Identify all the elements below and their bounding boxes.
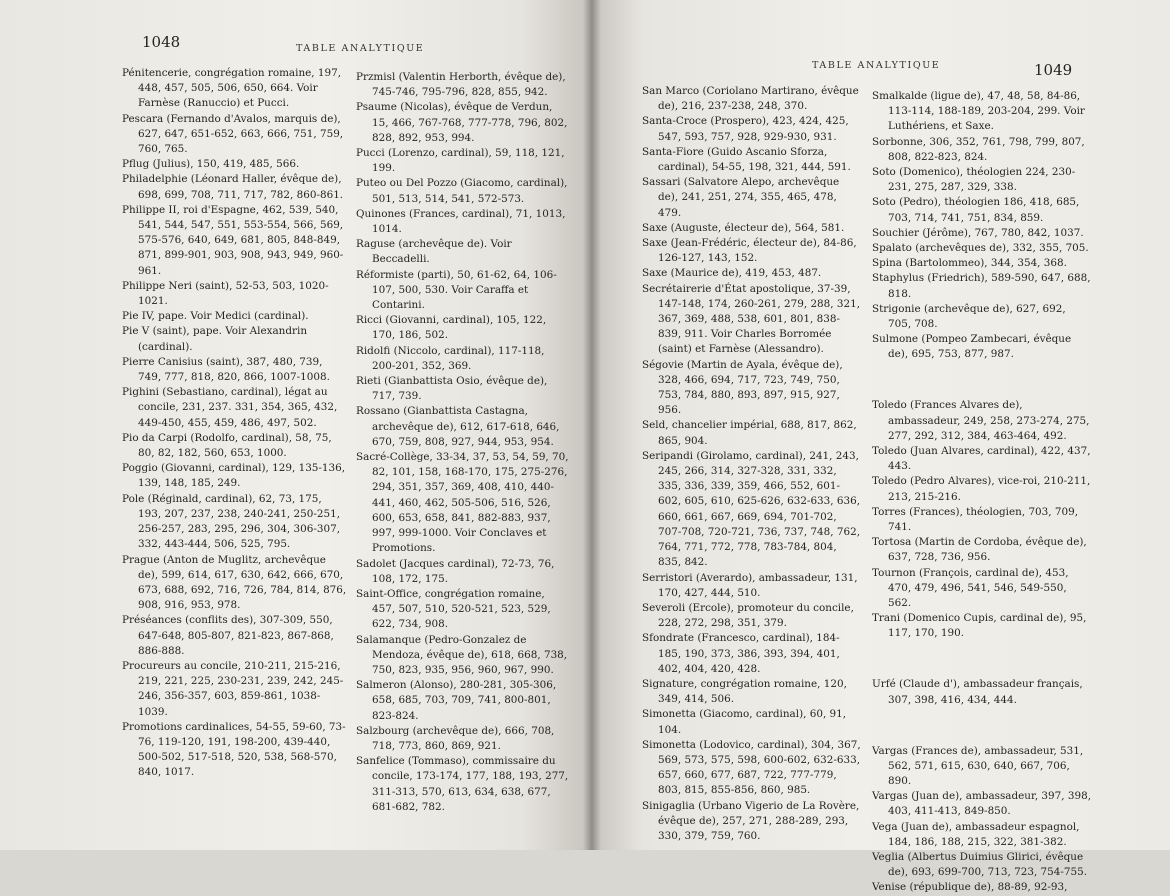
index-entry: Staphylus (Friedrich), 589-590, 647, 688, 818. (872, 272, 1091, 300)
index-entry: Venise (république de), 88-89, 92-93, (872, 881, 1068, 894)
index-entry: Santa-Croce (Prospero), 423, 424, 425, 547, 593, 757, 928, 929-930, 931. (642, 115, 849, 143)
index-entry: Puteo ou Del Pozzo (Giacomo, cardinal), 501, 513, 514, 541, 572-573. (356, 177, 568, 205)
index-entry: Saxe (Maurice de), 419, 453, 487. (642, 267, 822, 280)
index-entry: Sadolet (Jacques cardinal), 72-73, 76, 108, 172, 175. (356, 557, 555, 585)
left-page (0, 0, 592, 850)
index-entry: Souchier (Jérôme), 767, 780, 842, 1037. (872, 226, 1084, 239)
right-page (592, 0, 1170, 894)
index-entry: Raguse (archevêque de). Voir Beccadelli. (356, 238, 512, 266)
index-column-right-1 (642, 84, 862, 844)
index-entry: Ségovie (Martin de Ayala, évêque de), 328, 466, 694, 717, 723, 749, 750, 753, 784, 880, 893, 897, 915, 927, 956. (642, 358, 843, 417)
index-entry: San Marco (Coriolano Martirano, évêque de), 216, 237-238, 248, 370. (642, 85, 859, 113)
index-entry: Seripandi (Girolamo, cardinal), 241, 243, 245, 266, 314, 327-328, 331, 332, 335, 336, 339, 359, 466, 552, 601-602, 605, 610, 625-626, 632-633, 636, 660, 661, 667, 669, 694, 701-702, 707-708, 720-721, 736, 737, 748, 762, 764, 771, 772, 778, 783-784, 804, 835, 842. (642, 449, 861, 569)
index-entry: Procureurs au concile, 210-211, 215-216, 219, 221, 225, 230-231, 239, 242, 245-246, 356-357, 603, 859-861, 1038-1039. (122, 659, 344, 718)
index-entry: Salzbourg (archevêque de), 666, 708, 718, 773, 860, 869, 921. (356, 724, 555, 752)
index-entry: Salamanque (Pedro-Gonzalez de Mendoza, évêque de), 618, 668, 738, 750, 823, 935, 956, 960, 967, 990. (356, 633, 568, 676)
index-entry: Seld, chancelier impérial, 688, 817, 862, 865, 904. (642, 419, 857, 447)
index-entry: Simonetta (Lodovico, cardinal), 304, 367, 569, 573, 575, 598, 600-602, 632-633, 657, 660, 677, 687, 722, 777-779, 803, 815, 855-856, 860, 985. (642, 738, 861, 797)
index-entry: Severoli (Ercole), promoteur du concile, 228, 272, 298, 351, 379. (642, 601, 854, 630)
page-number: 1049 (1034, 61, 1073, 79)
index-entry: Vega (Juan de), ambassadeur espagnol, 184, 186, 188, 215, 322, 381-382. (872, 820, 1080, 848)
index-entry: Spalato (archevêques de), 332, 355, 705. (872, 242, 1089, 255)
index-entry: Pflug (Julius), 150, 419, 485, 566. (122, 158, 300, 171)
index-entry: Rieti (Gianbattista Osio, évêque de), 717, 739. (356, 375, 548, 403)
page-number: 1048 (142, 33, 181, 51)
index-entry: Préséances (conflits des), 307-309, 550, 647-648, 805-807, 821-823, 867-868, 886-888. (122, 614, 334, 657)
index-entry: Saxe (Jean-Frédéric, électeur de), 84-86, 126-127, 143, 152. (642, 237, 857, 265)
index-entry: Promotions cardinalices, 54-55, 59-60, 73-76, 119-120, 191, 198-200, 439-440, 500-502, 517-518, 520, 538, 568-570, 840, 1017. (122, 720, 346, 779)
index-entry: Sassari (Salvatore Alepo, archevêque de), 241, 251, 274, 355, 465, 478, 479. (642, 176, 840, 219)
index-entry: Pescara (Fernando d'Avalos, marquis de), 627, 647, 651-652, 663, 666, 751, 759, 760, 765. (122, 112, 344, 156)
index-entry: Saint-Office, congrégation romaine, 457, 507, 510, 520-521, 523, 529, 622, 734, 908. (356, 587, 551, 631)
index-entry: Toledo (Frances Alvares de), ambassadeur, 249, 258, 273-274, 275, 277, 292, 312, 384, 463-464, 492. (872, 399, 1090, 442)
index-entry: Tournon (François, cardinal de), 453, 470, 479, 496, 541, 546, 549-550, 562. (872, 566, 1069, 610)
index-entry: Pucci (Lorenzo, cardinal), 59, 118, 121, 199. (356, 147, 565, 175)
index-entry: Poggio (Giovanni, cardinal), 129, 135-136, 139, 148, 185, 249. (122, 462, 346, 490)
index-entry: Strigonie (archevêque de), 627, 692, 705, 708. (872, 302, 1066, 331)
index-entry: Sanfelice (Tommaso), commissaire du concile, 173-174, 177, 188, 193, 277, 311-313, 570, 613, 634, 638, 677, 681-682, 782. (356, 755, 569, 813)
index-entry: Spina (Bartolommeo), 344, 354, 368. (872, 257, 1067, 270)
index-entry: Toledo (Juan Alvares, cardinal), 422, 437, 443. (872, 445, 1091, 473)
section-gap (872, 373, 1092, 388)
index-entry: Urfé (Claude d'), ambassadeur français, 307, 398, 416, 434, 444. (872, 678, 1083, 706)
index-entry: Quinones (Frances, cardinal), 71, 1013, 1014. (356, 207, 566, 236)
index-entry: Serristori (Averardo), ambassadeur, 131, 170, 427, 444, 510. (642, 571, 858, 599)
index-entry: Saxe (Auguste, électeur de), 564, 581. (642, 221, 845, 234)
index-entry: Simonetta (Giacomo, cardinal), 60, 91, 104. (642, 708, 847, 736)
index-entry: Pole (Réginald, cardinal), 62, 73, 175, 193, 207, 237, 238, 240-241, 250-251, 256-257, 283, 295, 296, 304, 306-307, 332, 443-444, 506, 525, 795. (122, 492, 341, 551)
index-entry: Pighini (Sebastiano, cardinal), légat au concile, 231, 237. 331, 354, 365, 432, 449-450, 455, 459, 486, 497, 502. (122, 386, 338, 429)
index-entry: Przmisl (Valentin Herborth, évêque de), 745-746, 795-796, 828, 855, 942. (356, 71, 566, 99)
index-entry: Pio da Carpi (Rodolfo, cardinal), 58, 75, 80, 82, 182, 560, 653, 1000. (122, 431, 332, 460)
index-entry: Secrétairerie d'État apostolique, 37-39, 147-148, 174, 260-261, 279, 288, 321, 367, 369, 488, 538, 601, 801, 838-839, 911. Voir Charles Borromée (saint) et Farnèse (Alessandro). (642, 282, 861, 356)
index-entry: Philippe II, roi d'Espagne, 462, 539, 540, 541, 544, 547, 551, 553-554, 566, 569, 575-576, 640, 649, 681, 805, 848-849, 871, 899-901, 903, 908, 943, 949, 960-961. (122, 203, 344, 277)
book-gutter (583, 0, 601, 850)
index-entry: Psaume (Nicolas), évêque de Verdun, 15, 466, 767-768, 777-778, 796, 802, 828, 892, 953, 994. (356, 101, 568, 144)
index-column-right-2 (872, 89, 1092, 896)
index-entry: Ridolfi (Niccolo, cardinal), 117-118, 200-201, 352, 369. (356, 344, 545, 372)
index-entry: Vargas (Frances de), ambassadeur, 531, 562, 571, 615, 630, 640, 667, 706, 890. (872, 744, 1084, 788)
index-entry: Ricci (Giovanni, cardinal), 105, 122, 170, 186, 502. (356, 314, 547, 342)
index-entry: Sfondrate (Francesco, cardinal), 184-185, 190, 373, 386, 393, 394, 401, 402, 404, 420, 428. (642, 632, 840, 675)
running-head: TABLE ANALYTIQUE (812, 60, 941, 71)
index-entry: Trani (Domenico Cupis, cardinal de), 95, 117, 170, 190. (872, 612, 1087, 640)
index-entry: Signature, congrégation romaine, 120, 349, 414, 506. (642, 677, 847, 706)
index-entry: Torres (Frances), théologien, 703, 709, 741. (872, 505, 1079, 534)
index-entry: Soto (Pedro), théologien 186, 418, 685, 703, 714, 741, 751, 834, 859. (872, 196, 1080, 224)
running-head: TABLE ANALYTIQUE (296, 43, 425, 54)
index-entry: Veglia (Albertus Duimius Glirici, évêque de), 693, 699-700, 713, 723, 754-755. (872, 851, 1088, 879)
index-entry: Pierre Canisius (saint), 387, 480, 739, 749, 777, 818, 820, 866, 1007-1008. (122, 355, 330, 384)
index-entry: Philadelphie (Léonard Haller, évêque de), 698, 699, 708, 711, 717, 782, 860-861. (122, 173, 344, 201)
index-entry: Réformiste (parti), 50, 61-62, 64, 106-107, 500, 530. Voir Caraffa et Contarini. (356, 268, 557, 312)
index-entry: Rossano (Gianbattista Castagna, archevêque de), 612, 617-618, 646, 670, 759, 808, 927, 944, 953, 954. (356, 405, 560, 448)
index-entry: Santa-Fiore (Guido Ascanio Sforza, cardinal), 54-55, 198, 321, 444, 591. (642, 145, 851, 174)
section-gap (872, 652, 1092, 667)
section-gap (872, 718, 1092, 733)
index-entry: Pénitencerie, congrégation romaine, 197, 448, 457, 505, 506, 650, 664. Voir Farnèse (Ranuccio) et Pucci. (122, 67, 342, 110)
index-entry: Philippe Neri (saint), 52-53, 503, 1020-1021. (122, 279, 329, 308)
index-entry: Tortosa (Martin de Cordoba, évêque de), 637, 728, 736, 956. (872, 536, 1087, 564)
index-entry: Pie IV, pape. Voir Medici (cardinal). (122, 310, 309, 323)
index-entry: Sinigaglia (Urbano Vigerio de La Rovère, évêque de), 257, 271, 288-289, 293, 330, 379, 759, 760. (642, 799, 860, 842)
index-column-left-1 (122, 66, 348, 781)
index-column-left-2 (356, 70, 570, 815)
index-entry: Sacré-Collège, 33-34, 37, 53, 54, 59, 70, 82, 101, 158, 168-170, 175, 275-276, 294, 351, 357, 369, 408, 410, 440-441, 460, 462, 505-506, 516, 526, 600, 653, 658, 841, 882-883, 937, 997, 999-1000. Voir Conclaves et Promotions. (356, 451, 569, 555)
index-entry: Smalkalde (ligue de), 47, 48, 58, 84-86, 113-114, 188-189, 203-204, 299. Voir Luthériens, et Saxe. (872, 90, 1085, 133)
index-entry: Pie V (saint), pape. Voir Alexandrin (cardinal). (122, 325, 308, 353)
index-entry: Sulmone (Pompeo Zambecari, évêque de), 695, 753, 877, 987. (872, 333, 1072, 361)
index-entry: Sorbonne, 306, 352, 761, 798, 799, 807, 808, 822-823, 824. (872, 135, 1085, 163)
index-entry: Toledo (Pedro Alvares), vice-roi, 210-211, 213, 215-216. (872, 475, 1091, 503)
index-entry: Soto (Domenico), théologien 224, 230-231, 275, 287, 329, 338. (872, 166, 1076, 194)
index-entry: Vargas (Juan de), ambassadeur, 397, 398, 403, 411-413, 849-850. (872, 790, 1092, 818)
index-entry: Prague (Anton de Muglitz, archevêque de), 599, 614, 617, 630, 642, 666, 670, 673, 688, 692, 716, 726, 784, 814, 876, 908, 916, 953, 978. (122, 553, 347, 612)
index-entry: Salmeron (Alonso), 280-281, 305-306, 658, 685, 703, 709, 741, 800-801, 823-824. (356, 679, 557, 722)
